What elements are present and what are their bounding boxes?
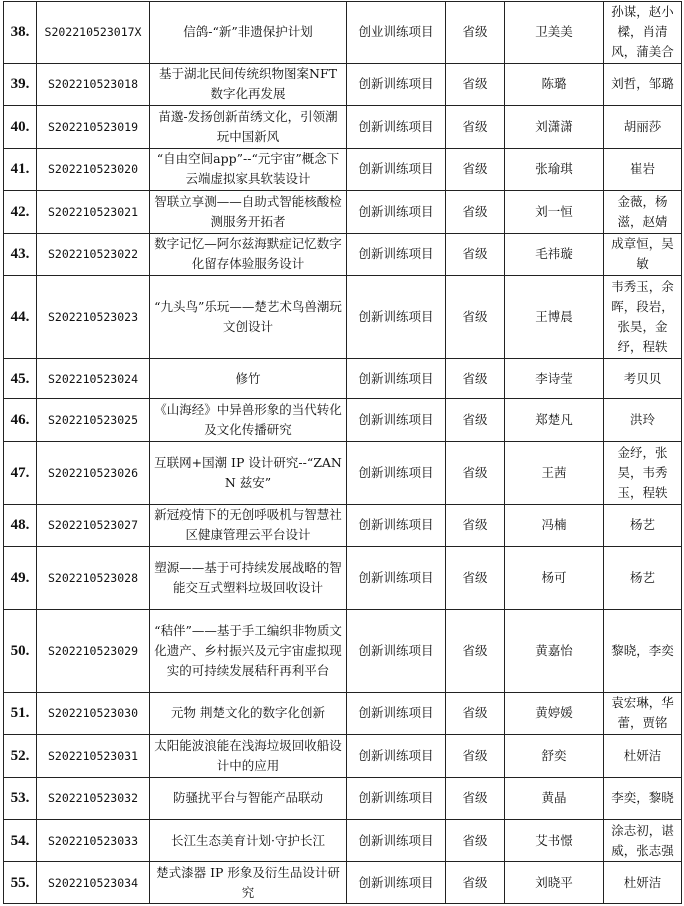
table-row <box>4 441 682 504</box>
project-title: 修竹 <box>150 358 347 398</box>
row-index: 54. <box>4 819 37 861</box>
project-title: “九头鸟”乐玩——楚艺术鸟兽潮玩文创设计 <box>150 276 347 359</box>
table-row <box>4 862 682 904</box>
row-index: 50. <box>4 609 37 692</box>
row-index: 53. <box>4 777 37 819</box>
project-leader: 王茜 <box>505 441 604 504</box>
project-title: 元物 荆楚文化的数字化创新 <box>150 692 347 734</box>
project-title: 信鸽-“新”非遗保护计划 <box>150 2 347 64</box>
project-level: 省级 <box>446 399 505 441</box>
project-members: 杨艺 <box>604 546 682 609</box>
project-leader: 李诗莹 <box>505 358 604 398</box>
project-category: 创业训练项目 <box>347 2 446 64</box>
project-title: 数字记忆—阿尔兹海默症记忆数字化留存体验服务设计 <box>150 233 347 275</box>
table-row <box>4 276 682 359</box>
project-title: 长江生态美育计划·守护长江 <box>150 819 347 861</box>
project-code: S202210523032 <box>37 777 150 819</box>
project-category: 创新训练项目 <box>347 63 446 105</box>
project-category: 创新训练项目 <box>347 862 446 904</box>
project-leader: 刘晓平 <box>505 862 604 904</box>
project-members: 洪玲 <box>604 399 682 441</box>
project-category: 创新训练项目 <box>347 233 446 275</box>
project-members: 考贝贝 <box>604 358 682 398</box>
project-code: S202210523023 <box>37 276 150 359</box>
project-members: 金薇，杨滋，赵婧 <box>604 191 682 233</box>
project-title: 基于湖北民间传统织物图案NFT数字化再发展 <box>150 63 347 105</box>
project-members: 涂志初，谌威，张志强 <box>604 819 682 861</box>
project-members: 孙谋，赵小樑，肖清风，蒲美合 <box>604 2 682 64</box>
project-title: 智联立享测——自助式智能核酸检测服务开拓者 <box>150 191 347 233</box>
row-index: 41. <box>4 148 37 190</box>
row-index: 55. <box>4 862 37 904</box>
project-category: 创新训练项目 <box>347 504 446 546</box>
project-code: S202210523021 <box>37 191 150 233</box>
project-leader: 毛祎璇 <box>505 233 604 275</box>
row-index: 44. <box>4 276 37 359</box>
table-row <box>4 233 682 275</box>
project-leader: 陈璐 <box>505 63 604 105</box>
project-category: 创新训练项目 <box>347 106 446 148</box>
project-members: 李奕，黎晓 <box>604 777 682 819</box>
project-category: 创新训练项目 <box>347 819 446 861</box>
project-title: 防骚扰平台与智能产品联动 <box>150 777 347 819</box>
project-members: 韦秀玉，余晖，段岩，张昊，金纾，程轶 <box>604 276 682 359</box>
project-code: S202210523018 <box>37 63 150 105</box>
project-members: 崔岩 <box>604 148 682 190</box>
project-level: 省级 <box>446 692 505 734</box>
project-category: 创新训练项目 <box>347 692 446 734</box>
project-category: 创新训练项目 <box>347 399 446 441</box>
table-row <box>4 777 682 819</box>
project-code: S202210523017X <box>37 2 150 64</box>
project-category: 创新训练项目 <box>347 546 446 609</box>
project-category: 创新训练项目 <box>347 191 446 233</box>
project-code: S202210523019 <box>37 106 150 148</box>
project-code: S202210523025 <box>37 399 150 441</box>
row-index: 49. <box>4 546 37 609</box>
project-level: 省级 <box>446 191 505 233</box>
table-row <box>4 191 682 233</box>
project-members: 袁宏琳，华蕾，贾铭 <box>604 692 682 734</box>
table-row <box>4 148 682 190</box>
project-members: 刘哲，邹璐 <box>604 63 682 105</box>
project-members: 杜妍洁 <box>604 735 682 777</box>
project-level: 省级 <box>446 504 505 546</box>
project-code: S202210523033 <box>37 819 150 861</box>
project-table <box>3 1 682 904</box>
project-category: 创新训练项目 <box>347 441 446 504</box>
project-category: 创新训练项目 <box>347 148 446 190</box>
table-row <box>4 2 682 64</box>
row-index: 38. <box>4 2 37 64</box>
project-level: 省级 <box>446 63 505 105</box>
project-category: 创新训练项目 <box>347 609 446 692</box>
project-members: 杜妍洁 <box>604 862 682 904</box>
project-code: S202210523027 <box>37 504 150 546</box>
project-leader: 冯楠 <box>505 504 604 546</box>
project-category: 创新训练项目 <box>347 735 446 777</box>
table-row <box>4 735 682 777</box>
project-members: 杨艺 <box>604 504 682 546</box>
project-leader: 郑楚凡 <box>505 399 604 441</box>
project-members: 黎晓，李奕 <box>604 609 682 692</box>
project-leader: 王博晨 <box>505 276 604 359</box>
project-title: 互联网+国潮 IP 设计研究--“ZANN 兹安” <box>150 441 347 504</box>
project-leader: 黄婷媛 <box>505 692 604 734</box>
project-leader: 刘潇潇 <box>505 106 604 148</box>
project-members: 胡丽莎 <box>604 106 682 148</box>
project-members: 成章恒，吴敏 <box>604 233 682 275</box>
table-row <box>4 399 682 441</box>
project-title: 苗邈-发扬创新苗绣文化，引领潮玩中国新风 <box>150 106 347 148</box>
project-title: 《山海经》中异兽形象的当代转化及文化传播研究 <box>150 399 347 441</box>
project-code: S202210523031 <box>37 735 150 777</box>
row-index: 48. <box>4 504 37 546</box>
project-code: S202210523034 <box>37 862 150 904</box>
row-index: 40. <box>4 106 37 148</box>
project-title: 新冠疫情下的无创呼吸机与智慧社区健康管理云平台设计 <box>150 504 347 546</box>
project-leader: 黄嘉怡 <box>505 609 604 692</box>
row-index: 39. <box>4 63 37 105</box>
project-title: 塑源——基于可持续发展战略的智能交互式塑料垃圾回收设计 <box>150 546 347 609</box>
project-level: 省级 <box>446 862 505 904</box>
project-code: S202210523029 <box>37 609 150 692</box>
project-category: 创新训练项目 <box>347 276 446 359</box>
row-index: 51. <box>4 692 37 734</box>
table-row <box>4 106 682 148</box>
table-row <box>4 358 682 398</box>
project-title: “自由空间app”--“元宇宙”概念下云端虚拟家具软装设计 <box>150 148 347 190</box>
project-category: 创新训练项目 <box>347 777 446 819</box>
project-code: S202210523022 <box>37 233 150 275</box>
project-title: 楚式漆器 IP 形象及衍生品设计研究 <box>150 862 347 904</box>
row-index: 42. <box>4 191 37 233</box>
project-table-body <box>4 2 682 904</box>
project-title: 太阳能波浪能在浅海垃圾回收船设计中的应用 <box>150 735 347 777</box>
table-row <box>4 504 682 546</box>
project-leader: 刘一恒 <box>505 191 604 233</box>
row-index: 47. <box>4 441 37 504</box>
project-leader: 艾书憬 <box>505 819 604 861</box>
row-index: 45. <box>4 358 37 398</box>
project-level: 省级 <box>446 735 505 777</box>
project-title: “秸伴”——基于手工编织非物质文化遗产、乡村振兴及元宇宙虚拟现实的可持续发展秸秆再利平台 <box>150 609 347 692</box>
table-row <box>4 819 682 861</box>
row-index: 52. <box>4 735 37 777</box>
project-level: 省级 <box>446 233 505 275</box>
project-level: 省级 <box>446 609 505 692</box>
project-list-document <box>3 1 681 904</box>
project-leader: 张瑜琪 <box>505 148 604 190</box>
table-row <box>4 546 682 609</box>
row-index: 43. <box>4 233 37 275</box>
project-code: S202210523024 <box>37 358 150 398</box>
table-row <box>4 692 682 734</box>
project-code: S202210523028 <box>37 546 150 609</box>
project-leader: 杨可 <box>505 546 604 609</box>
project-code: S202210523030 <box>37 692 150 734</box>
project-members: 金纾，张昊，韦秀玉，程轶 <box>604 441 682 504</box>
project-leader: 卫美美 <box>505 2 604 64</box>
project-leader: 黄晶 <box>505 777 604 819</box>
table-row <box>4 63 682 105</box>
table-row <box>4 609 682 692</box>
project-level: 省级 <box>446 777 505 819</box>
project-level: 省级 <box>446 441 505 504</box>
project-level: 省级 <box>446 546 505 609</box>
project-code: S202210523020 <box>37 148 150 190</box>
project-level: 省级 <box>446 148 505 190</box>
project-code: S202210523026 <box>37 441 150 504</box>
project-category: 创新训练项目 <box>347 358 446 398</box>
row-index: 46. <box>4 399 37 441</box>
project-level: 省级 <box>446 276 505 359</box>
project-level: 省级 <box>446 2 505 64</box>
project-leader: 舒奕 <box>505 735 604 777</box>
project-level: 省级 <box>446 819 505 861</box>
project-level: 省级 <box>446 358 505 398</box>
project-level: 省级 <box>446 106 505 148</box>
